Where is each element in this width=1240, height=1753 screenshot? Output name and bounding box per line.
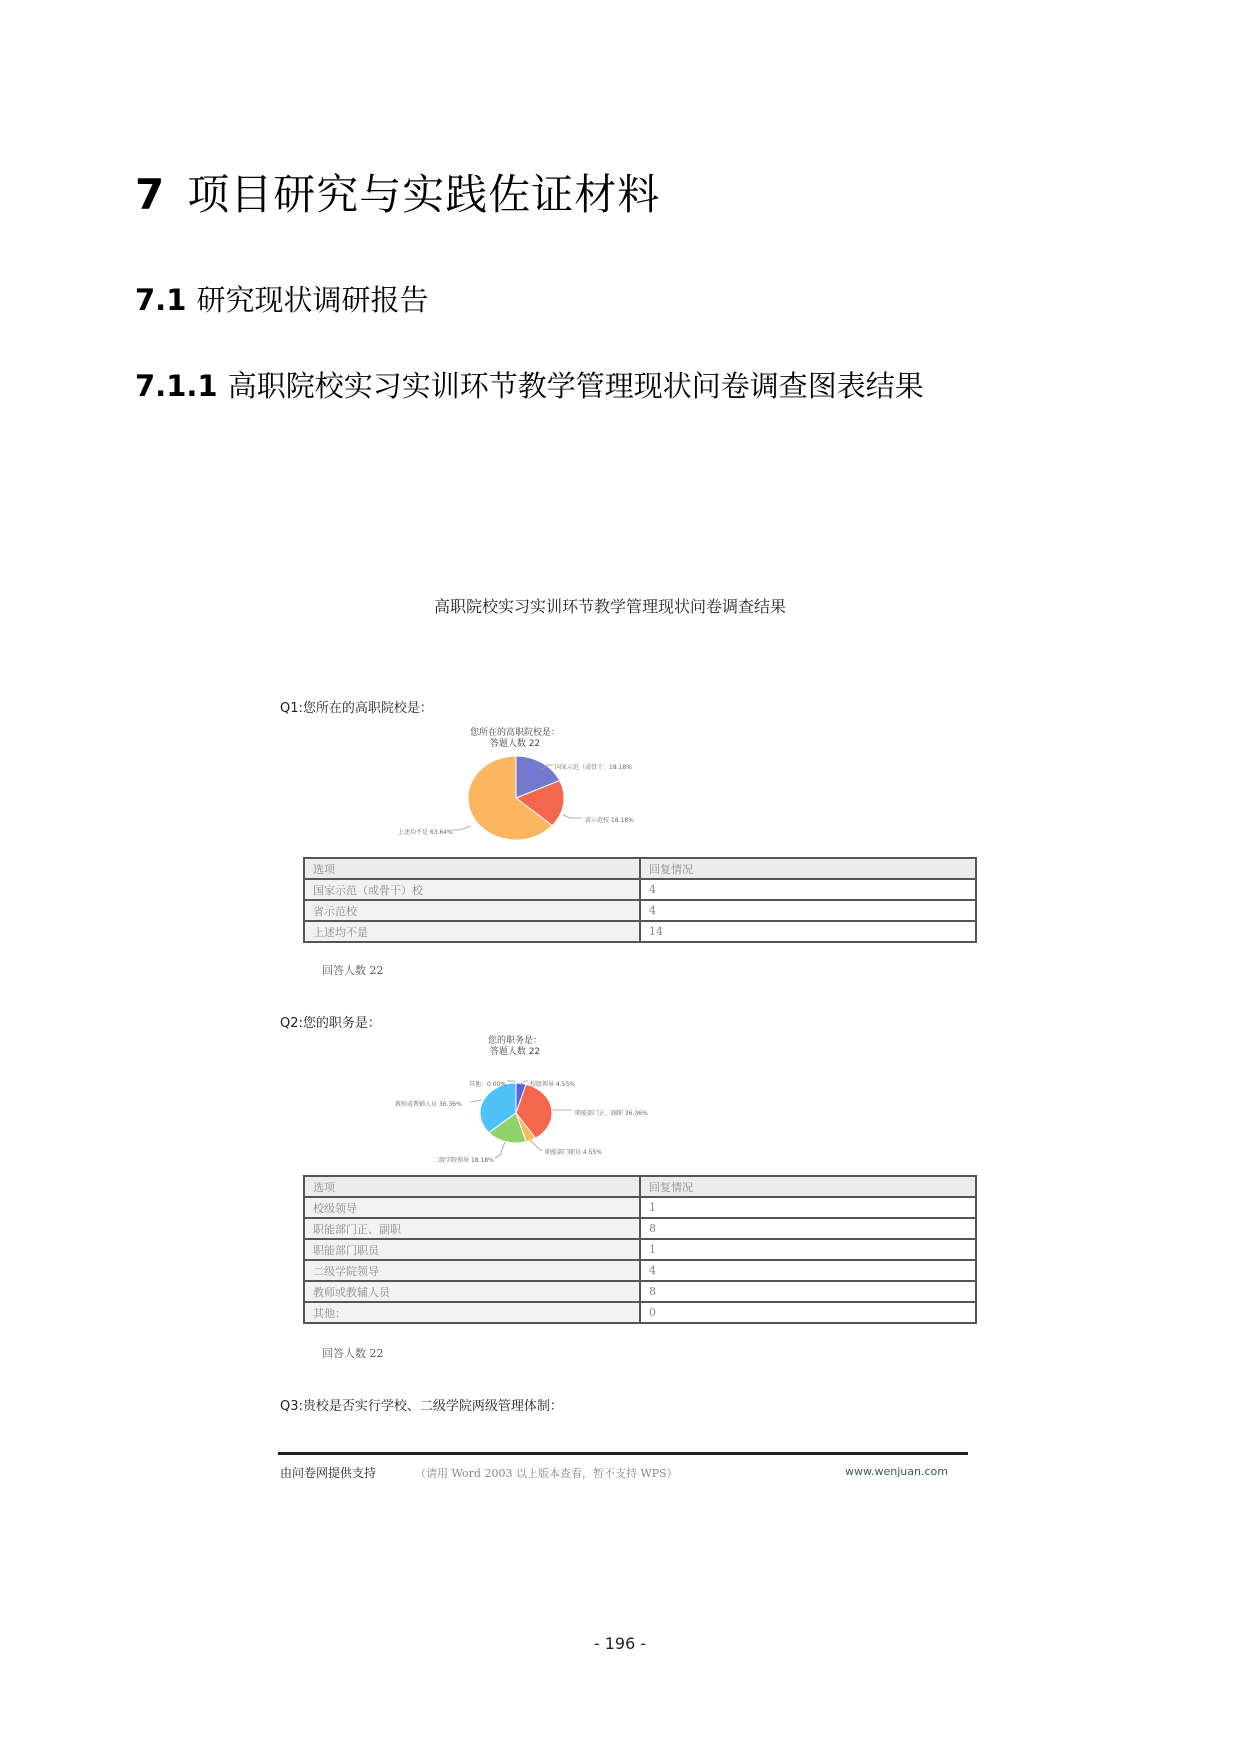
slice-label-q2-5: 其他：0.00% [469,1081,507,1088]
subsection-number: 7.1.1 [135,369,218,403]
chapter-title: 项目研究与实践佐证材料 [187,170,661,219]
option-cell: 其他： [304,1302,640,1323]
footer-note: （请用 Word 2003 以上版本查看，暂不支持 WPS） [415,1467,678,1480]
option-cell: 省示范校 [304,900,640,921]
question-label-q1: Q1:您所在的高职院校是： [280,701,433,716]
count-cell: 1 [640,1197,976,1218]
respondent-count-q1: 回答人数 22 [322,964,384,977]
slice-label-q2-3: 二级学院领导 18.18% [433,1157,494,1164]
slice-label-q2-2: 职能部门职员 4.55% [545,1149,602,1156]
table-row [304,1239,976,1260]
header-option: 选项 [304,1176,640,1197]
slice-label-q1-0: 国家示范（或骨干：18.18% [555,764,632,771]
count-cell: 0 [640,1302,976,1323]
count-cell: 8 [640,1218,976,1239]
subsection-title: 高职院校实习实训环节教学管理现状问卷调查图表结果 [227,369,924,403]
slice-label-q2-4: 教师或教辅人员 36.36% [395,1101,462,1108]
slice-label-q2-0: 校级领导 4.55% [530,1081,575,1088]
pie-chart-title-q1-line2: 答题人数 22 [489,739,541,749]
table-row [304,1281,976,1302]
option-cell: 教师或教辅人员 [304,1281,640,1302]
pie-chart-title-q2-line1: 您的职务是： [487,1036,542,1046]
table-row [304,1197,976,1218]
slice-label-q1-1: 省示范校 18.18% [585,817,634,824]
slice-label-q2-1: 职能部门正、副职 36.36% [575,1110,648,1117]
page-number: - 196 - [593,1634,647,1653]
section-number: 7.1 [135,283,187,317]
report-title: 高职院校实习实训环节教学管理现状问卷调查结果 [433,597,786,616]
pie-chart-title-q1-line1: 您所在的高职院校是： [469,728,560,738]
footer-provider: 由问卷网提供支持 [280,1466,377,1480]
results-table-q2 [303,1175,977,1324]
count-cell: 14 [640,921,976,942]
count-cell: 4 [640,1260,976,1281]
header-option: 选项 [304,858,640,879]
option-cell: 上述均不是 [304,921,640,942]
pie-chart-title-q2-line2: 答题人数 22 [489,1047,541,1057]
leader-line-q2-3 [495,1142,505,1158]
header-reply: 回复情况 [640,1176,976,1197]
option-cell: 校级领导 [304,1197,640,1218]
section-title: 研究现状调研报告 [196,283,429,317]
option-cell: 职能部门职员 [304,1239,640,1260]
table-row [304,1260,976,1281]
question-label-q2: Q2:您的职务是： [280,1016,381,1031]
count-cell: 1 [640,1239,976,1260]
count-cell: 4 [640,900,976,921]
leader-line-q2-4 [470,1100,482,1102]
leader-line-q2-2 [530,1140,543,1150]
question-label-q3: Q3:贵校是否实行学校、二级学院两级管理体制： [280,1399,563,1414]
footer-url-link[interactable]: www.wenjuan.com [845,1465,948,1478]
footer-divider [278,1452,968,1455]
table-row [304,1218,976,1239]
count-cell: 4 [640,879,976,900]
option-cell: 职能部门正、副职 [304,1218,640,1239]
option-cell: 国家示范（或骨干）校 [304,879,640,900]
table-header-row [304,1176,976,1197]
table-row [304,1302,976,1323]
slice-label-q1-2: 上述均不是 63.64% [398,829,453,836]
respondent-count-q2: 回答人数 22 [322,1347,384,1360]
count-cell: 8 [640,1281,976,1302]
header-reply: 回复情况 [640,858,976,879]
option-cell: 二级学院领导 [304,1260,640,1281]
chapter-number: 7 [135,170,166,219]
